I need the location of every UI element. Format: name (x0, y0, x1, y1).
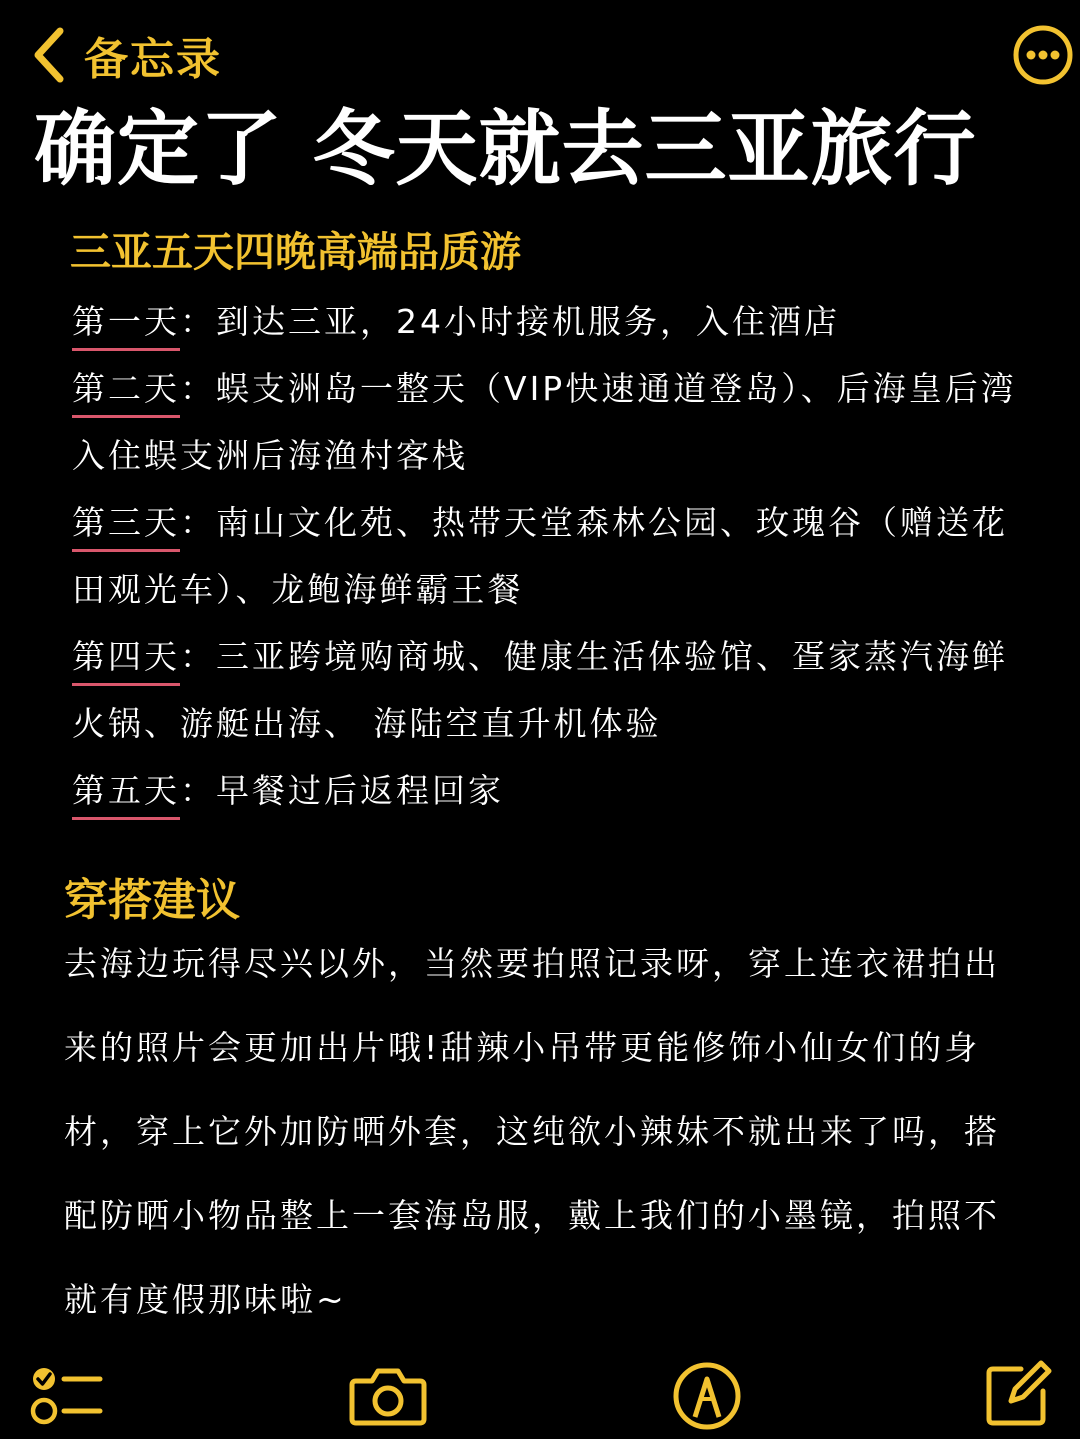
day-separator: ： (180, 302, 216, 341)
day-text: 蜈支洲岛一整天（VIP快速通道登岛）、后海皇后湾入住蜈支洲后海渔村客栈 (72, 369, 1017, 475)
itinerary-day-5 (72, 757, 1032, 824)
bottom-toolbar (0, 1355, 1080, 1439)
markup-pen-icon (672, 1361, 742, 1431)
outfit-heading: 穿搭建议 (64, 875, 240, 926)
outfit-tips-text: 去海边玩得尽兴以外，当然要拍照记录呀，穿上连衣裙拍出来的照片会更加出片哦!甜辣小吊带更能修饰小仙女们的身材，穿上它外加防晒外套，这纯欲小辣妹不就出来了吗，搭配防晒小物品整上一套海岛服，戴上我们的小墨镜，拍照不就有度假那味啦~ (64, 944, 1000, 1319)
day-text: 三亚跨境购商城、健康生活体验馆、疍家蒸汽海鲜火锅、游艇出海、 海陆空直升机体验 (72, 637, 1008, 743)
itinerary-heading: 三亚五天四晚高端品质游 (70, 228, 521, 276)
day-separator: ： (180, 771, 216, 810)
day-text: 南山文化苑、热带天堂森林公园、玫瑰谷（赠送花田观光车）、龙鲍海鲜霸王餐 (72, 503, 1008, 609)
markup-button[interactable] (672, 1361, 742, 1435)
itinerary-day-1 (72, 288, 1032, 355)
more-options-button[interactable] (1012, 24, 1074, 86)
camera-icon (348, 1363, 428, 1427)
day-label: 第一天 (72, 300, 180, 351)
day-text: 早餐过后返程回家 (216, 771, 504, 810)
back-button[interactable] (30, 22, 222, 88)
day-text: 到达三亚，24小时接机服务，入住酒店 (216, 302, 840, 341)
note-title: 确定了 冬天就去三亚旅行 (34, 102, 977, 197)
more-icon (1012, 24, 1074, 86)
back-label: 备忘录 (84, 34, 222, 85)
itinerary-list (72, 288, 1032, 824)
itinerary-day-4 (72, 623, 1032, 757)
compose-icon (985, 1359, 1053, 1427)
camera-button[interactable] (348, 1363, 428, 1431)
day-label: 第三天 (72, 501, 180, 552)
chevron-left-icon (30, 25, 66, 85)
day-label: 第五天 (72, 769, 180, 820)
day-label: 第二天 (72, 367, 180, 418)
checklist-button[interactable] (30, 1363, 106, 1431)
itinerary-day-3 (72, 489, 1032, 623)
day-separator: ： (180, 503, 216, 542)
compose-button[interactable] (985, 1359, 1053, 1431)
day-separator: ： (180, 369, 216, 408)
day-separator: ： (180, 637, 216, 676)
navigation-bar (0, 0, 1080, 110)
day-label: 第四天 (72, 635, 180, 686)
itinerary-day-2 (72, 355, 1032, 489)
checklist-icon (30, 1363, 106, 1427)
